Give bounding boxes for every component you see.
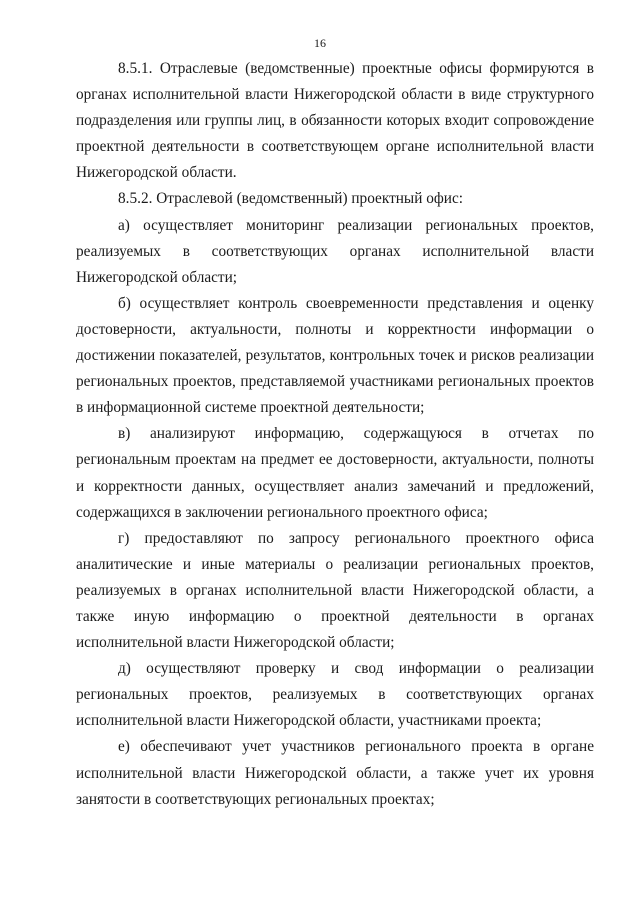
list-item-a: а) осуществляет мониторинг реализации региональных проектов, реализуемых в соответствующих органах исполнительной власти Нижегородской области; [76,216,594,286]
list-item-d: д) осуществляют проверку и свод информации о реализации региональных проектов, реализуемых в соответствующих органах исполнительной власти Нижегородской области, участниками проекта; [76,660,594,730]
list-item-g: г) предоставляют по запросу регионального проектного офиса аналитические и иные материалы о реализации региональных проектов, реализуемых в органах исполнительной власти Нижегородской области, а также иную информацию о проектной деятельности в органах исполнительной власти Нижегородской области; [76,529,594,652]
paragraph-8-5-2: 8.5.2. Отраслевой (ведомственный) проектный офис: [118,190,464,208]
list-item-b: б) осуществляет контроль своевременности представления и оценку достоверности, актуальности, полноты и корректности информации о достижении показателей, результатов, контрольных точек и рисков реализации региональных проектов, представляемой участниками региональных проектов в информационной системе проектной деятельности; [76,294,594,417]
list-item-v: в) анализируют информацию, содержащуюся в отчетах по региональным проектам на предмет ее достоверности, актуальности, полноты и корректности данных, осуществляет анализ замечаний и предложений, содержащихся в заключении регионального проектного офиса; [76,425,594,521]
page-number: 16 [314,36,326,50]
document-body [76,56,594,813]
paragraph-8-5-1: 8.5.1. Отраслевые (ведомственные) проектные офисы формируются в органах исполнительной власти Нижегородской области в виде структурного подразделения или группы лиц, в обязанности которых входит сопровождение проектной деятельности в соответствующем органе исполнительной власти Нижегородской области. [76,60,594,182]
list-item-e: е) обеспечивают учет участников регионального проекта в органе исполнительной власти Нижегородской области, а также учет их уровня занятости в соответствующих региональных проектах; [76,738,594,808]
